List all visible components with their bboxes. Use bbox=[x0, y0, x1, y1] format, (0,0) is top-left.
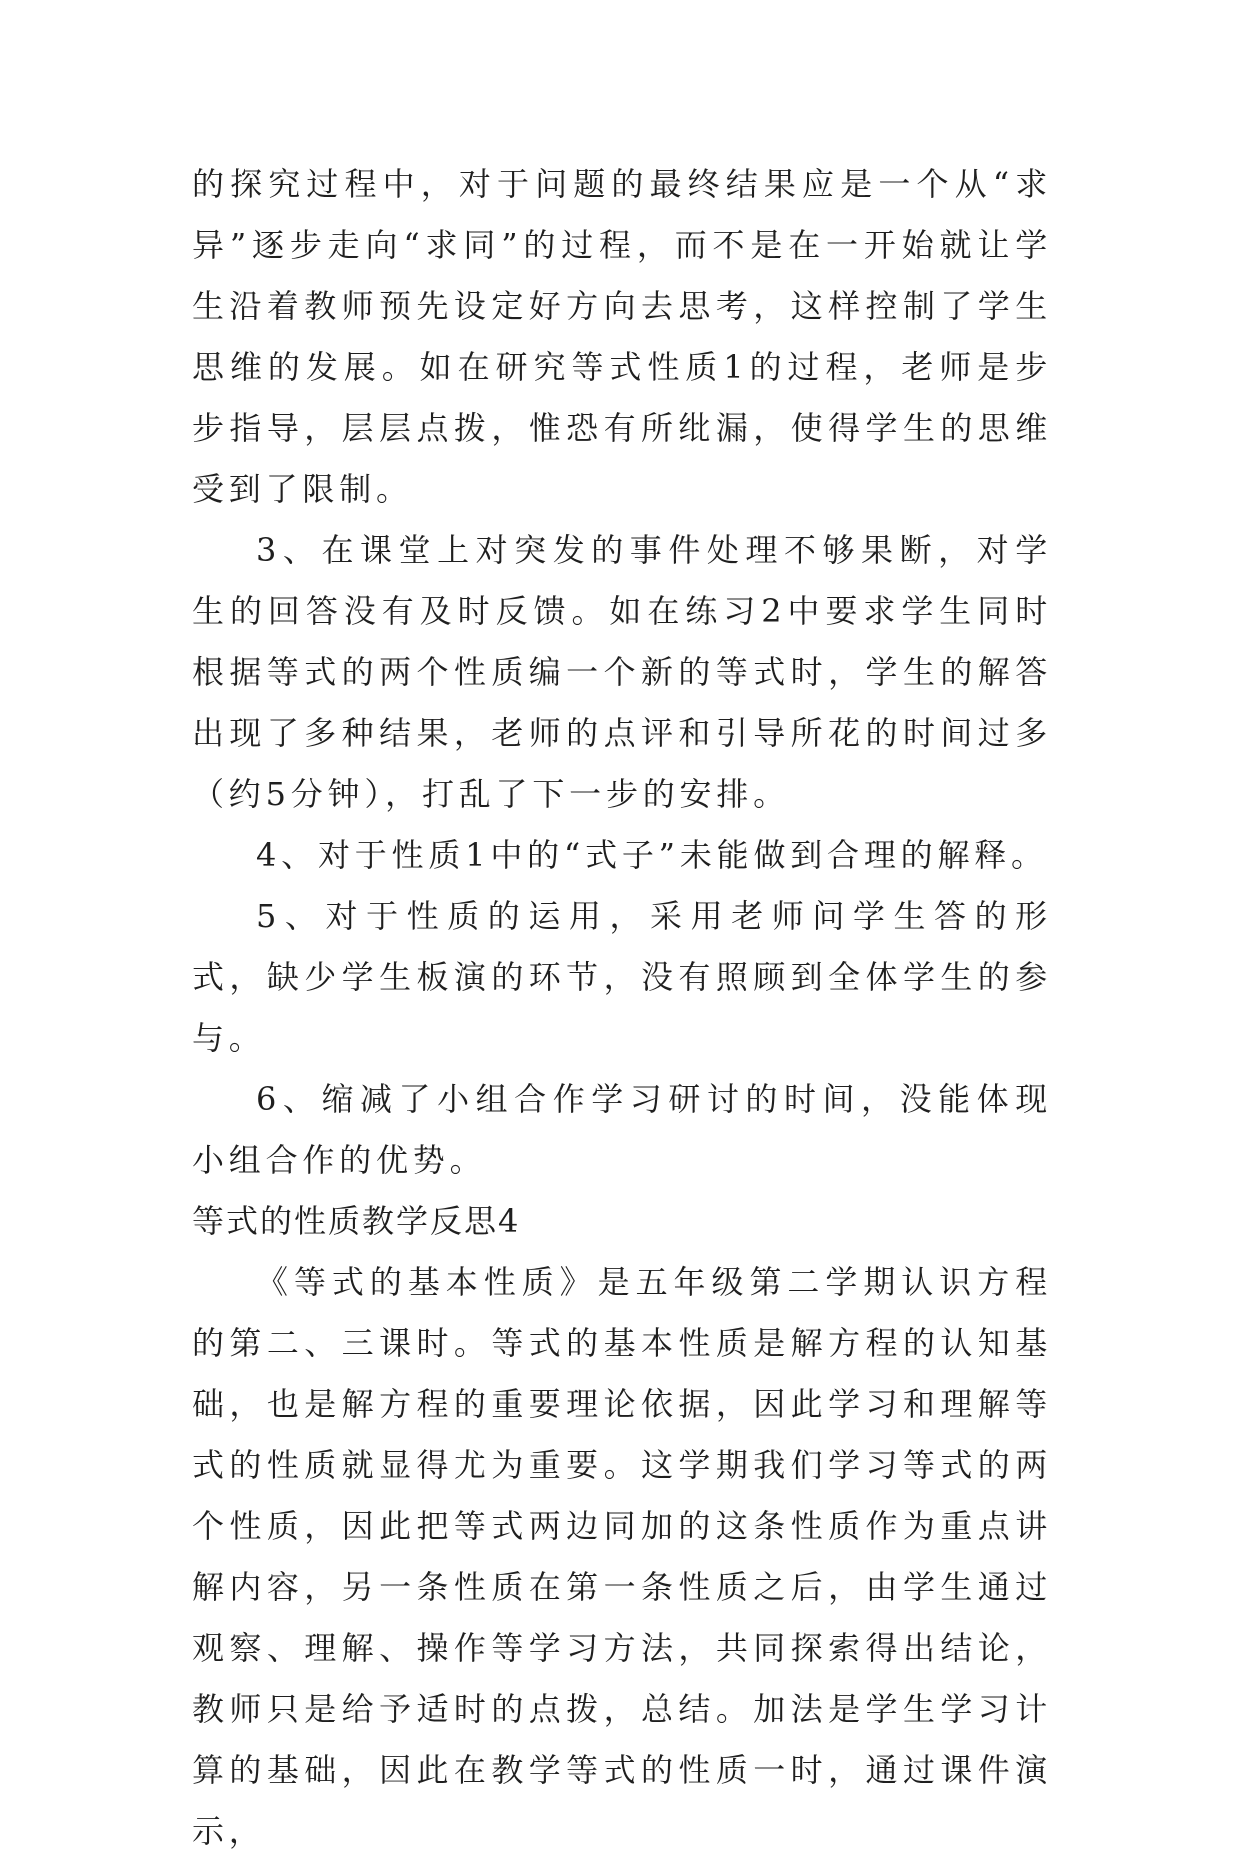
paragraph-2: 3、在课堂上对突发的事件处理不够果断，对学生的回答没有及时反馈。如在练习2中要求学生同时根据等式的两个性质编一个新的等式时，学生的解答出现了多种结果，老师的点评和引导所花的时间过多（约5分钟），打乱了下一步的安排。 bbox=[192, 531, 1052, 813]
paragraph-6: 《等式的基本性质》是五年级第二学期认识方程的第二、三课时。等式的基本性质是解方程的认知基础，也是解方程的重要理论依据，因此学习和理解等式的性质就显得尤为重要。这学期我们学习等式的两个性质，因此把等式两边同加的这条性质作为重点讲解内容，另一条性质在第一条性质之后，由学生通过观察、理解、操作等学习方法，共同探索得出结论，教师只是给予适时的点拨，总结。加法是学生学习计算的基础，因此在教学等式的性质一时，通过课件演示， bbox=[192, 1263, 1052, 1850]
document-body bbox=[192, 154, 1052, 1862]
section-title: 等式的性质教学反思4 bbox=[192, 1202, 521, 1240]
paragraph-5: 6、缩减了小组合作学习研讨的时间，没能体现小组合作的优势。 bbox=[192, 1080, 1052, 1179]
paragraph-1: 的探究过程中，对于问题的最终结果应是一个从“求异”逐步走向“求同”的过程，而不是在一开始就让学生沿着教师预先设定好方向去思考，这样控制了学生思维的发展。如在研究等式性质1的过程，老师是步步指导，层层点拨，惟恐有所纰漏，使得学生的思维受到了限制。 bbox=[192, 165, 1052, 508]
paragraph-3: 4、对于性质1中的“式子”未能做到合理的解释。 bbox=[256, 836, 1048, 874]
paragraph-4: 5、对于性质的运用，采用老师问学生答的形式，缺少学生板演的环节，没有照顾到全体学生的参与。 bbox=[192, 897, 1052, 1057]
